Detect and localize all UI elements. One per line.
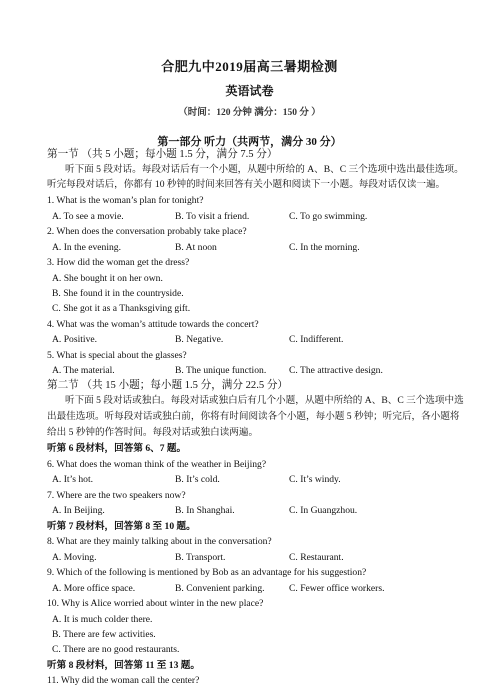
option-a: A. Moving. [52,552,97,563]
option-b: B. The unique function. [175,365,267,376]
option-c: C. To go swimming. [289,211,368,222]
option-b: B. To visit a friend. [175,211,250,222]
option-a: A. To see a movie. [52,211,124,222]
material-note: 听第 7 段材料，回答第 8 至 10 题。 [47,521,196,532]
exam-subject: 英语试卷 [225,84,274,98]
option-c: C. There are no good restaurants. [52,644,180,655]
option-c: C. Fewer office workers. [289,583,385,594]
option-c: C. In Guangzhou. [289,505,358,516]
material-note: 听第 6 段材料，回答第 6、7 题。 [47,443,187,454]
question-text: 5. What is special about the glasses? [47,350,187,361]
option-a: A. She bought it on her own. [52,273,163,284]
option-b: B. Transport. [175,552,226,563]
question-text: 2. When does the conversation probably take place? [47,226,247,237]
option-b: B. There are few activities. [52,629,156,640]
section2-heading: 第二节 （共 15 小题；每小题 1.5 分，满分 22.5 分） [47,380,289,391]
option-b: B. She found it in the countryside. [52,288,184,299]
section1-heading: 第一节 （共 5 小题；每小题 1.5 分，满分 7.5 分） [47,149,278,160]
question-text: 7. Where are the two speakers now? [47,490,186,501]
question-text: 6. What does the woman think of the weather in Beijing? [47,459,267,470]
option-c: C. The attractive design. [289,365,383,376]
option-b: B. Convenient parking. [175,583,265,594]
exam-meta: （时间：120 分钟 满分：150 分 ） [178,108,321,118]
option-c: C. Restaurant. [289,552,344,563]
section1-instructions-1: 听下面 5 段对话。每段对话后有一个小题，从题中所给的 A、B、C 三个选项中选出最佳选项。 [65,164,464,175]
option-a: A. In the evening. [52,242,122,253]
option-a: A. Positive. [52,334,98,345]
option-a: A. In Beijing. [52,505,105,516]
material-note: 听第 8 段材料，回答第 11 至 13 题。 [47,660,200,671]
section2-instructions-3: 给出 5 秒钟的作答时间。每段对话或独白读两遍。 [47,427,259,438]
part1-heading: 第一部分 听力（共两节，满分 30 分） [157,136,342,148]
option-b: B. At noon [175,242,217,253]
section2-instructions-1: 听下面 5 段对话或独白。每段对话或独白后有几个小题，从题中所给的 A、B、C 三个选项中选 [65,395,464,406]
option-c: C. In the morning. [289,242,360,253]
option-a: A. More office space. [52,583,136,594]
option-a: A. The material. [52,365,115,376]
option-b: B. Negative. [175,334,224,345]
question-text: 3. How did the woman get the dress? [47,257,190,268]
exam-title: 合肥九中2019届高三暑期检测 [161,59,338,74]
question-text: 10. Why is Alice worried about winter in the new place? [47,598,264,609]
option-a: A. It is much colder there. [52,614,153,625]
question-text: 4. What was the woman’s attitude towards the concert? [47,319,259,330]
option-b: B. It’s cold. [175,474,220,485]
question-text: 1. What is the woman’s plan for tonight? [47,195,204,206]
section1-instructions-2: 听完每段对话后，你都有 10 秒钟的时间来回答有关小题和阅读下一小题。每段对话仅读一遍。 [47,179,446,190]
option-a: A. It’s hot. [52,474,94,485]
question-text: 8. What are they mainly talking about in the conversation? [47,536,272,547]
option-b: B. In Shanghai. [175,505,235,516]
option-c: C. She got it as a Thanksgiving gift. [52,303,191,314]
question-text: 9. Which of the following is mentioned by Bob as an advantage for his suggestion? [47,567,367,578]
question-text: 11. Why did the woman call the center? [47,675,200,686]
option-c: C. It’s windy. [289,474,341,485]
option-c: C. Indifferent. [289,334,344,345]
section2-instructions-2: 出最佳选项。听每段对话或独白前，你将有时间阅读各个小题，每小题 5 秒钟；听完后，各小题将 [47,411,460,422]
